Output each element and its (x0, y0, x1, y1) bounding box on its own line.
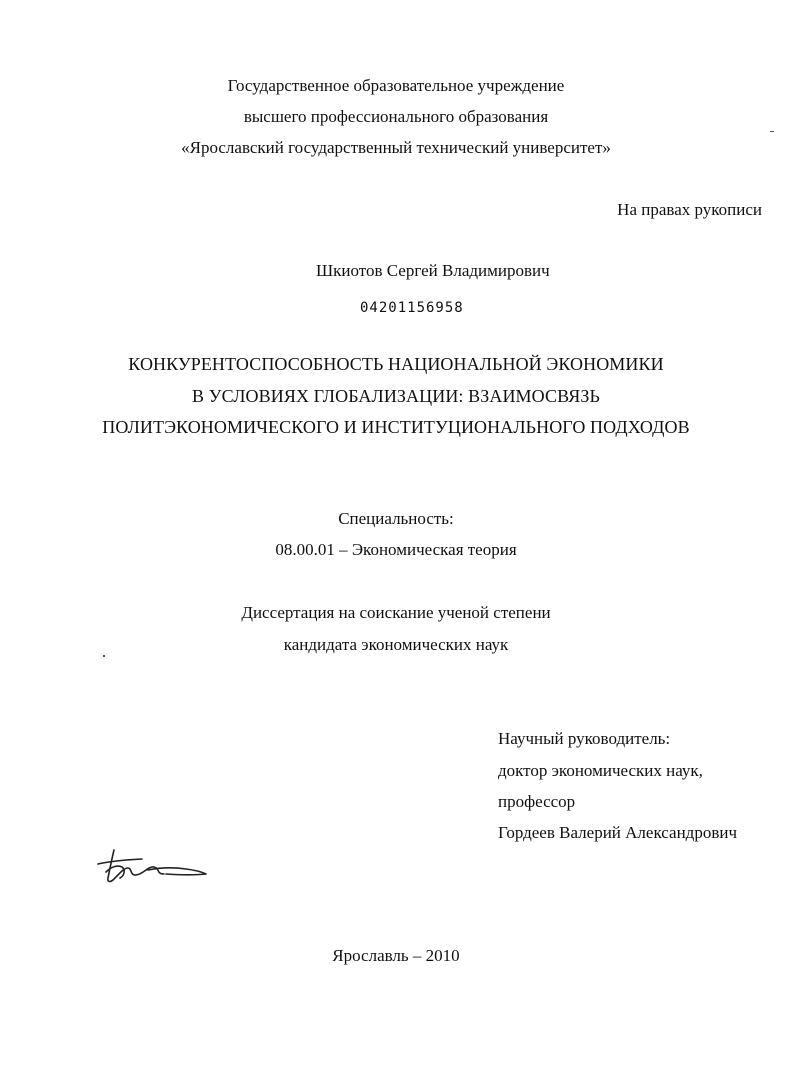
scan-speck (770, 131, 774, 132)
supervisor-name: Гордеев Валерий Александрович (498, 823, 737, 842)
scan-speck (103, 655, 105, 657)
supervisor-label: Научный руководитель: (498, 729, 671, 748)
specialty-value: 08.00.01 – Экономическая теория (275, 540, 517, 559)
registration-number: 04201156958 (360, 300, 464, 316)
title-line-2: В УСЛОВИЯХ ГЛОБАЛИЗАЦИИ: ВЗАИМОСВЯЗЬ (192, 386, 600, 406)
supervisor-rank: профессор (498, 792, 576, 811)
institution-line-2: высшего профессионального образования (243, 107, 549, 126)
title-line-1: КОНКУРЕНТОСПОСОБНОСТЬ НАЦИОНАЛЬНОЙ ЭКОНОМИКИ (128, 354, 664, 374)
dissertation-line-2: кандидата экономических наук (283, 635, 509, 654)
institution-line-3: «Ярославский государственный технический университет» (181, 138, 611, 157)
supervisor-degree: доктор экономических наук, (498, 761, 703, 780)
rights-note: На правах рукописи (617, 200, 762, 219)
dissertation-line-1: Диссертация на соискание ученой степени (241, 603, 551, 622)
signature-image (96, 848, 208, 886)
author-name: Шкиотов Сергей Владимирович (316, 261, 550, 280)
city-year: Ярославль – 2010 (332, 946, 460, 965)
specialty-label: Специальность: (338, 509, 454, 528)
title-line-3: ПОЛИТЭКОНОМИЧЕСКОГО И ИНСТИТУЦИОНАЛЬНОГО ПОДХОДОВ (102, 417, 690, 437)
institution-line-1: Государственное образовательное учреждение (227, 76, 565, 95)
